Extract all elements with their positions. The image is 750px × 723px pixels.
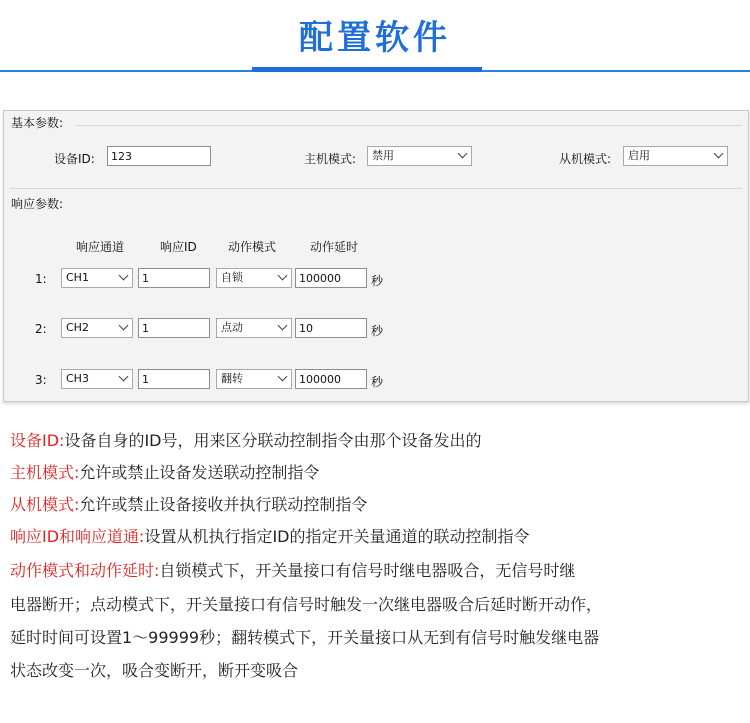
page-title: 配置软件	[299, 18, 451, 58]
section-divider	[10, 188, 742, 189]
row-index: 3:	[35, 373, 47, 387]
action-mode-select[interactable]	[216, 268, 292, 288]
channel-value: CH2	[66, 321, 89, 334]
basic-section-divider	[76, 125, 742, 126]
description-key: 从机模式:	[10, 495, 80, 514]
column-header-action-delay: 动作延时	[310, 240, 359, 254]
action-mode-select[interactable]	[216, 369, 292, 389]
row-index: 1:	[35, 272, 47, 286]
description-text: 状态改变一次，吸合变断开，断开变吸合	[10, 661, 299, 680]
header-accent-bar	[252, 67, 482, 72]
description-key: 设备ID:	[10, 431, 65, 450]
chevron-down-icon	[714, 149, 724, 159]
chevron-down-icon	[278, 271, 288, 281]
description-line	[10, 625, 599, 648]
delay-unit-label: 秒	[371, 274, 384, 288]
description-text: 设备自身的ID号，用来区分联动控制指令由那个设备发出的	[64, 431, 482, 450]
column-header-action-mode: 动作模式	[228, 240, 277, 254]
description-text: 设置从机执行指定ID的指定开关量通道的联动控制指令	[144, 527, 530, 546]
description-line	[10, 492, 367, 515]
response-id-input[interactable]: 1	[138, 268, 210, 288]
channel-select[interactable]	[61, 369, 133, 389]
description-line	[10, 460, 319, 483]
action-mode-select[interactable]	[216, 318, 292, 338]
description-key: 主机模式:	[10, 463, 80, 482]
chevron-down-icon	[278, 321, 288, 331]
action-mode-value: 自锁	[221, 271, 243, 284]
description-text: 允许或禁止设备接收并执行联动控制指令	[79, 495, 368, 514]
description-text: 电器断开；点动模式下，开关量接口有信号时触发一次继电器吸合后延时断开动作，	[10, 595, 603, 614]
chevron-down-icon	[278, 372, 288, 382]
delay-unit-label: 秒	[371, 324, 384, 338]
device-id-input[interactable]: 123	[107, 146, 211, 166]
description-line	[10, 592, 602, 615]
master-mode-select[interactable]	[367, 146, 472, 166]
response-section-label: 响应参数:	[11, 197, 64, 211]
description-line	[10, 558, 575, 581]
action-mode-value: 点动	[221, 321, 243, 334]
description-line	[10, 524, 529, 547]
channel-select[interactable]	[61, 268, 133, 288]
master-mode-value: 禁用	[372, 149, 394, 162]
chevron-down-icon	[119, 372, 129, 382]
description-text: 允许或禁止设备发送联动控制指令	[79, 463, 320, 482]
channel-value: CH1	[66, 271, 89, 284]
action-delay-input[interactable]: 100000	[295, 369, 367, 389]
channel-value: CH3	[66, 372, 89, 385]
chevron-down-icon	[119, 321, 129, 331]
config-panel	[3, 110, 749, 402]
chevron-down-icon	[458, 149, 468, 159]
action-delay-input[interactable]: 100000	[295, 268, 367, 288]
description-key: 动作模式和动作延时:	[10, 561, 160, 580]
column-header-channel: 响应通道	[76, 240, 125, 254]
delay-unit-label: 秒	[371, 375, 384, 389]
description-line	[10, 658, 298, 681]
slave-mode-label: 从机模式:	[559, 152, 612, 166]
action-mode-value: 翻转	[221, 372, 243, 385]
description-key: 响应ID和响应道通:	[10, 527, 145, 546]
row-index: 2:	[35, 322, 47, 336]
description-text: 自锁模式下，开关量接口有信号时继电器吸合，无信号时继	[159, 561, 576, 580]
slave-mode-value: 启用	[628, 149, 650, 162]
action-delay-input[interactable]: 10	[295, 318, 367, 338]
chevron-down-icon	[119, 271, 129, 281]
channel-select[interactable]	[61, 318, 133, 338]
response-id-input[interactable]: 1	[138, 318, 210, 338]
column-header-response-id: 响应ID	[160, 240, 197, 254]
basic-section-label: 基本参数:	[11, 116, 64, 130]
slave-mode-select[interactable]	[623, 146, 728, 166]
response-id-input[interactable]: 1	[138, 369, 210, 389]
master-mode-label: 主机模式:	[304, 152, 357, 166]
description-line	[10, 428, 481, 451]
description-text: 延时时间可设置1～99999秒；翻转模式下，开关量接口从无到有信号时触发继电器	[10, 628, 600, 647]
device-id-label: 设备ID:	[54, 152, 95, 166]
